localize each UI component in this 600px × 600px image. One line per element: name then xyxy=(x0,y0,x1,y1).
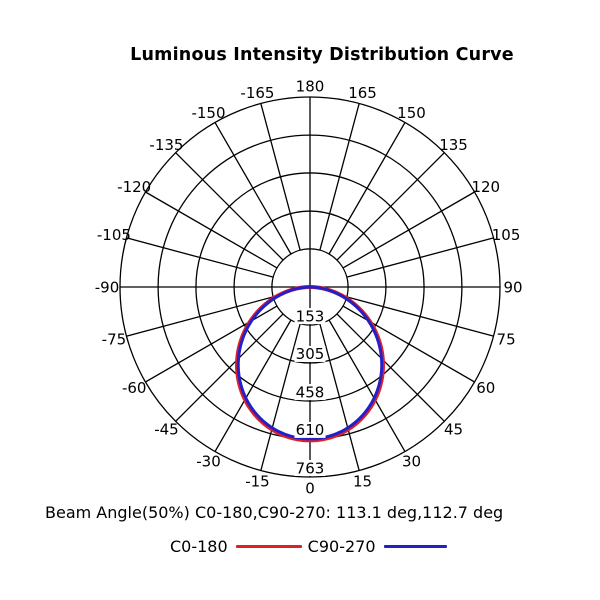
legend-line-c90-270 xyxy=(384,545,447,548)
polar-spoke xyxy=(329,122,405,254)
polar-spoke xyxy=(145,192,277,268)
radial-tick-label: 153 xyxy=(295,307,325,326)
polar-spoke xyxy=(337,314,444,421)
legend xyxy=(170,537,453,556)
polar-spoke xyxy=(215,122,291,254)
legend-item-c0-180 xyxy=(170,537,308,556)
radial-tick-label: 763 xyxy=(295,459,325,478)
angle-tick-label: -15 xyxy=(245,472,270,491)
polar-spoke xyxy=(145,306,277,382)
polar-spoke xyxy=(176,153,283,260)
polar-spoke xyxy=(261,324,300,471)
angle-tick-label: 180 xyxy=(295,77,325,96)
angle-tick-label: 15 xyxy=(352,472,373,491)
polar-spoke xyxy=(343,192,475,268)
angle-tick-label: 30 xyxy=(401,452,422,471)
angle-tick-label: 105 xyxy=(491,226,521,245)
angle-tick-label: -165 xyxy=(240,84,275,103)
legend-item-c90-270 xyxy=(308,537,453,556)
radial-tick-label: 305 xyxy=(295,345,325,364)
angle-tick-label: 75 xyxy=(496,330,516,349)
angle-tick-label: -90 xyxy=(94,278,120,297)
angle-tick-label: -60 xyxy=(121,378,147,397)
angle-tick-label: -75 xyxy=(101,330,127,349)
angle-tick-label: -150 xyxy=(191,104,226,123)
angle-tick-label: 0 xyxy=(305,479,315,498)
angle-tick-label: 165 xyxy=(348,84,377,103)
angle-tick-label: 45 xyxy=(443,420,464,439)
angle-tick-label: 90 xyxy=(503,278,523,297)
polar-spoke xyxy=(176,314,283,421)
radial-tick-label: 458 xyxy=(295,383,325,402)
polar-spoke xyxy=(347,238,494,277)
legend-label-c90-270: C90-270 xyxy=(307,537,376,556)
legend-label-c0-180: C0-180 xyxy=(170,537,228,556)
polar-spoke xyxy=(126,238,273,277)
polar-spoke xyxy=(320,324,359,471)
chart-title: Luminous Intensity Distribution Curve xyxy=(130,45,514,65)
legend-line-c0-180 xyxy=(236,545,302,548)
angle-tick-label: -105 xyxy=(96,226,131,245)
angle-tick-label: 60 xyxy=(476,378,496,397)
angle-tick-label: -120 xyxy=(117,177,152,196)
polar-spoke xyxy=(337,153,444,260)
beam-angle-caption: Beam Angle(50%) C0-180,C90-270: 113.1 deg,112.7 deg xyxy=(45,503,504,522)
angle-tick-label: -45 xyxy=(154,420,179,439)
polar-spoke xyxy=(320,103,359,250)
angle-tick-label: 135 xyxy=(439,136,468,155)
angle-tick-label: -30 xyxy=(196,452,221,471)
radial-tick-label: 610 xyxy=(295,421,325,440)
angle-tick-label: 120 xyxy=(471,177,501,196)
angle-tick-label: 150 xyxy=(397,104,426,123)
polar-spoke xyxy=(261,103,300,250)
polar-spoke xyxy=(343,306,475,382)
angle-tick-label: -135 xyxy=(149,136,184,155)
